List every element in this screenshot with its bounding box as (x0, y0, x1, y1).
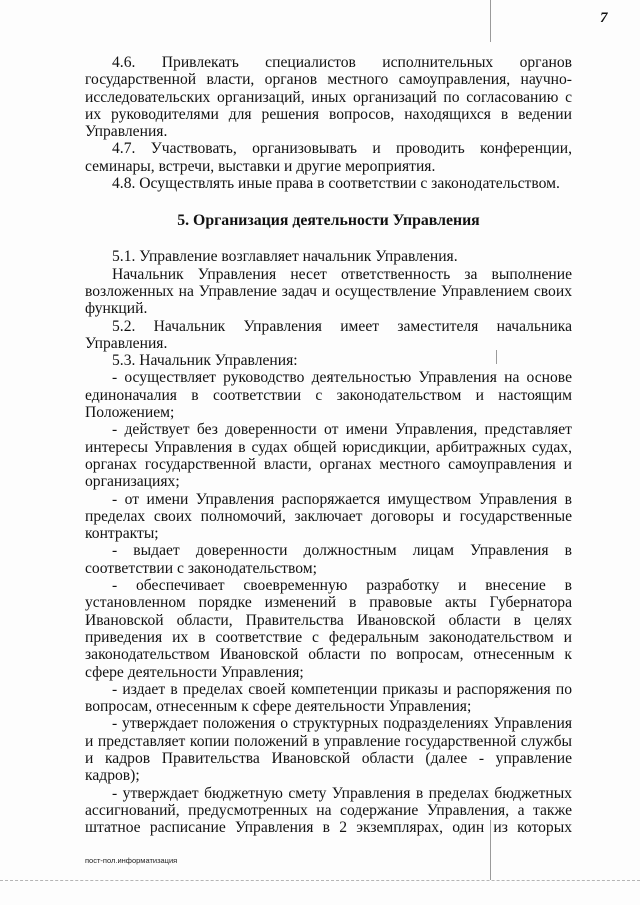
list-item: - утверждает бюджетную смету Управления в пределах бюджетных ассигнований, предусмотренных на содержание Управления, а также штатное расписание Управления в 2 экземплярах, один из которых (85, 784, 572, 837)
list-item: - выдает доверенности должностным лицам Управления в соответствии с законодательством; (85, 542, 572, 577)
paragraph-4-7: 4.7. Участвовать, организовывать и проводить конференции, семинары, встречи, выставки и другие мероприятия. (85, 140, 572, 175)
paragraph-5-3: 5.3. Начальник Управления: (112, 352, 298, 370)
list-item: - издает в пределах своей компетенции приказы и распоряжения по вопросам, отнесенным к сфере деятельности Управления; (85, 680, 572, 716)
footer-file-label: пост-пол.информатизация (85, 856, 178, 865)
list-item: - от имени Управления распоряжается имуществом Управления в пределах своих полномочий, заключает договоры и государственные контракты; (85, 490, 572, 543)
section-5-heading: 5. Организация деятельности Управления (177, 212, 480, 230)
page-number: 7 (600, 10, 608, 26)
list-item: - осуществляет руководство деятельностью Управления на основе единоначалия в соответствии с законодательством и настоящим Положением; (85, 369, 572, 422)
paragraph-head-responsibility: Начальник Управления несет ответственность за выполнение возложенных на Управление задач и осуществление Управлением своих функций. (85, 265, 572, 318)
paragraph-5-1: 5.1. Управление возглавляет начальник Управления. (112, 248, 458, 266)
paragraph-4-6: 4.6. Привлекать специалистов исполнительных органов государственной власти, органов местного самоуправления, научно-исследовательских организаций, иных организаций по согласованию с их руководителями для решения вопросов, находящихся в ведении Управления. (85, 54, 572, 141)
paragraph-5-2: 5.2. Начальник Управления имеет заместителя начальника Управления. (85, 317, 572, 352)
scan-artifact-line (490, 0, 491, 42)
paragraph-4-8: 4.8. Осуществлять иные права в соответствии с законодательством. (112, 175, 560, 193)
document-body (85, 54, 572, 836)
page-bottom-edge (0, 880, 640, 881)
list-item: - обеспечивает своевременную разработку и внесение в установленном порядке изменений в правовые акты Губернатора Ивановской области, Правительства Ивановской области в целях приведения их в соответствие с федеральным законодательством и законодательством Ивановской области по вопросам, отнесенным к сфере деятельности Управления; (85, 577, 572, 681)
list-item: - утверждает положения о структурных подразделениях Управления и представляет копии положений в управление государственной службы и кадров Правительства Ивановской области (далее - управление кадров); (85, 715, 572, 785)
list-item: - действует без доверенности от имени Управления, представляет интересы Управления в судах общей юрисдикции, арбитражных судах, органах государственной власти, органах местного самоуправления и организациях; (85, 421, 572, 491)
